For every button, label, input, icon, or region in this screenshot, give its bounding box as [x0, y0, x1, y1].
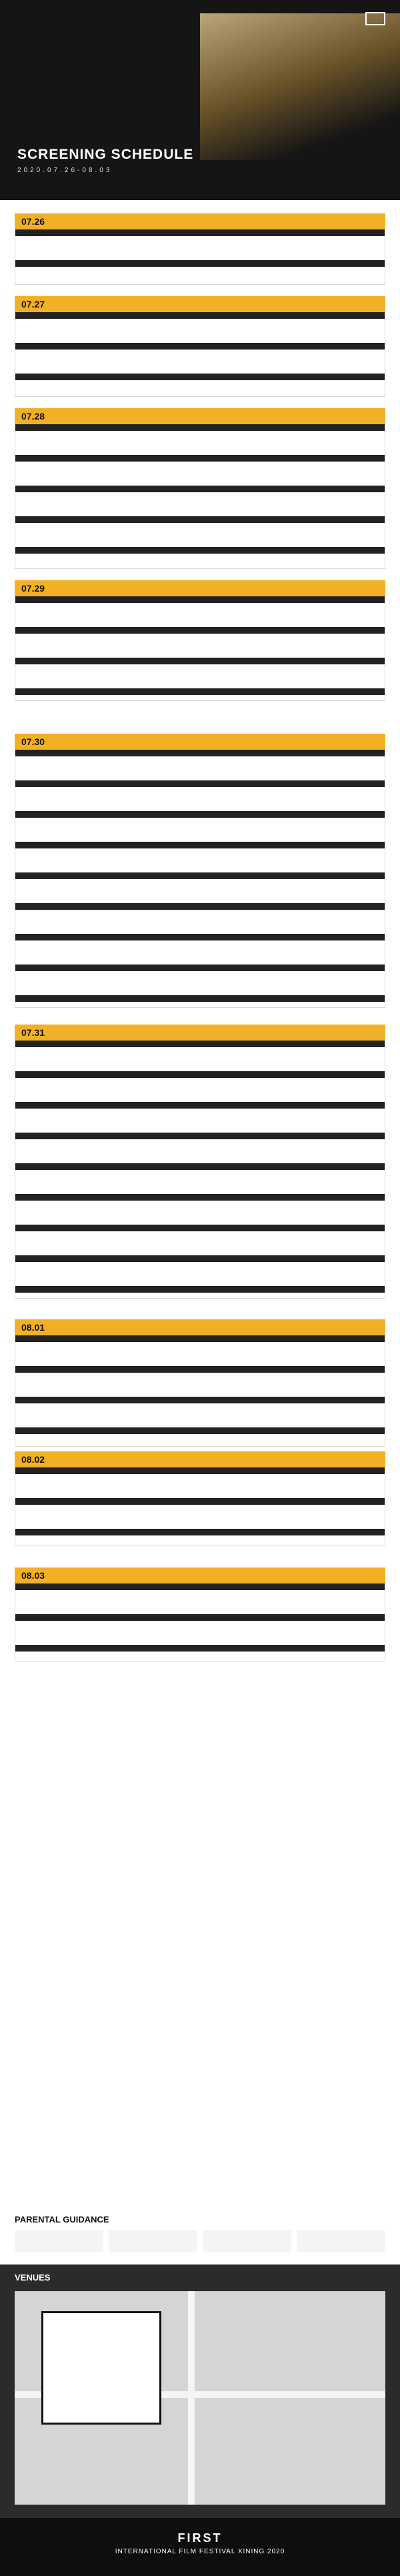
day-date: 08.03: [21, 1570, 45, 1581]
venues-section: [0, 2265, 400, 2518]
map-venue-area: [41, 2311, 161, 2425]
day-header: [15, 1451, 385, 1467]
day-date: 07.31: [21, 1027, 45, 1038]
hero-banner: [0, 0, 400, 200]
day-header: [15, 580, 385, 596]
rating-card: [109, 2230, 197, 2252]
day-section: [15, 408, 385, 569]
day-date: 07.29: [21, 583, 45, 594]
schedule-grid: [15, 596, 385, 701]
schedule-grid: [15, 1583, 385, 1662]
schedule-grid: [15, 1335, 385, 1447]
day-section: [15, 1451, 385, 1545]
festival-name: INTERNATIONAL FILM FESTIVAL XINING 2020: [115, 2548, 285, 2555]
day-date: 07.30: [21, 736, 45, 747]
date-range: 2020.07.26-08.03: [17, 167, 113, 174]
day-section: [15, 1025, 385, 1299]
day-header: [15, 1319, 385, 1335]
day-section: [15, 1567, 385, 1662]
footer: [0, 2518, 400, 2576]
hero-artwork: [200, 13, 400, 160]
day-date: 07.27: [21, 299, 45, 309]
schedule-grid: [15, 424, 385, 569]
day-date: 07.28: [21, 411, 45, 422]
day-date: 08.01: [21, 1322, 45, 1333]
venue-map: [15, 2291, 385, 2505]
day-header: [15, 213, 385, 229]
day-section: [15, 734, 385, 1008]
schedule-grid: [15, 312, 385, 397]
guidance-heading: PARENTAL GUIDANCE: [15, 2214, 109, 2224]
day-section: [15, 213, 385, 285]
day-header: [15, 1025, 385, 1041]
schedule-grid: [15, 1041, 385, 1299]
rating-card: [203, 2230, 291, 2252]
map-road: [188, 2291, 195, 2505]
rating-card: [297, 2230, 385, 2252]
page-title: SCREENING SCHEDULE: [17, 147, 194, 162]
day-header: [15, 408, 385, 424]
rating-card: [15, 2230, 103, 2252]
schedule-grid: [15, 1467, 385, 1545]
day-header: [15, 1567, 385, 1583]
venues-heading: VENUES: [15, 2273, 51, 2283]
schedule-grid: [15, 750, 385, 1008]
day-section: [15, 580, 385, 701]
day-header: [15, 296, 385, 312]
footer-logo: FIRST: [177, 2531, 223, 2545]
parental-guidance: [15, 2214, 385, 2252]
rating-row: [15, 2230, 385, 2252]
day-section: [15, 296, 385, 397]
schedule-grid: [15, 229, 385, 285]
day-section: [15, 1319, 385, 1447]
title-block: [17, 147, 193, 174]
day-header: [15, 734, 385, 750]
day-date: 07.26: [21, 216, 45, 227]
festival-logo-icon: [365, 12, 385, 25]
day-date: 08.02: [21, 1454, 45, 1465]
